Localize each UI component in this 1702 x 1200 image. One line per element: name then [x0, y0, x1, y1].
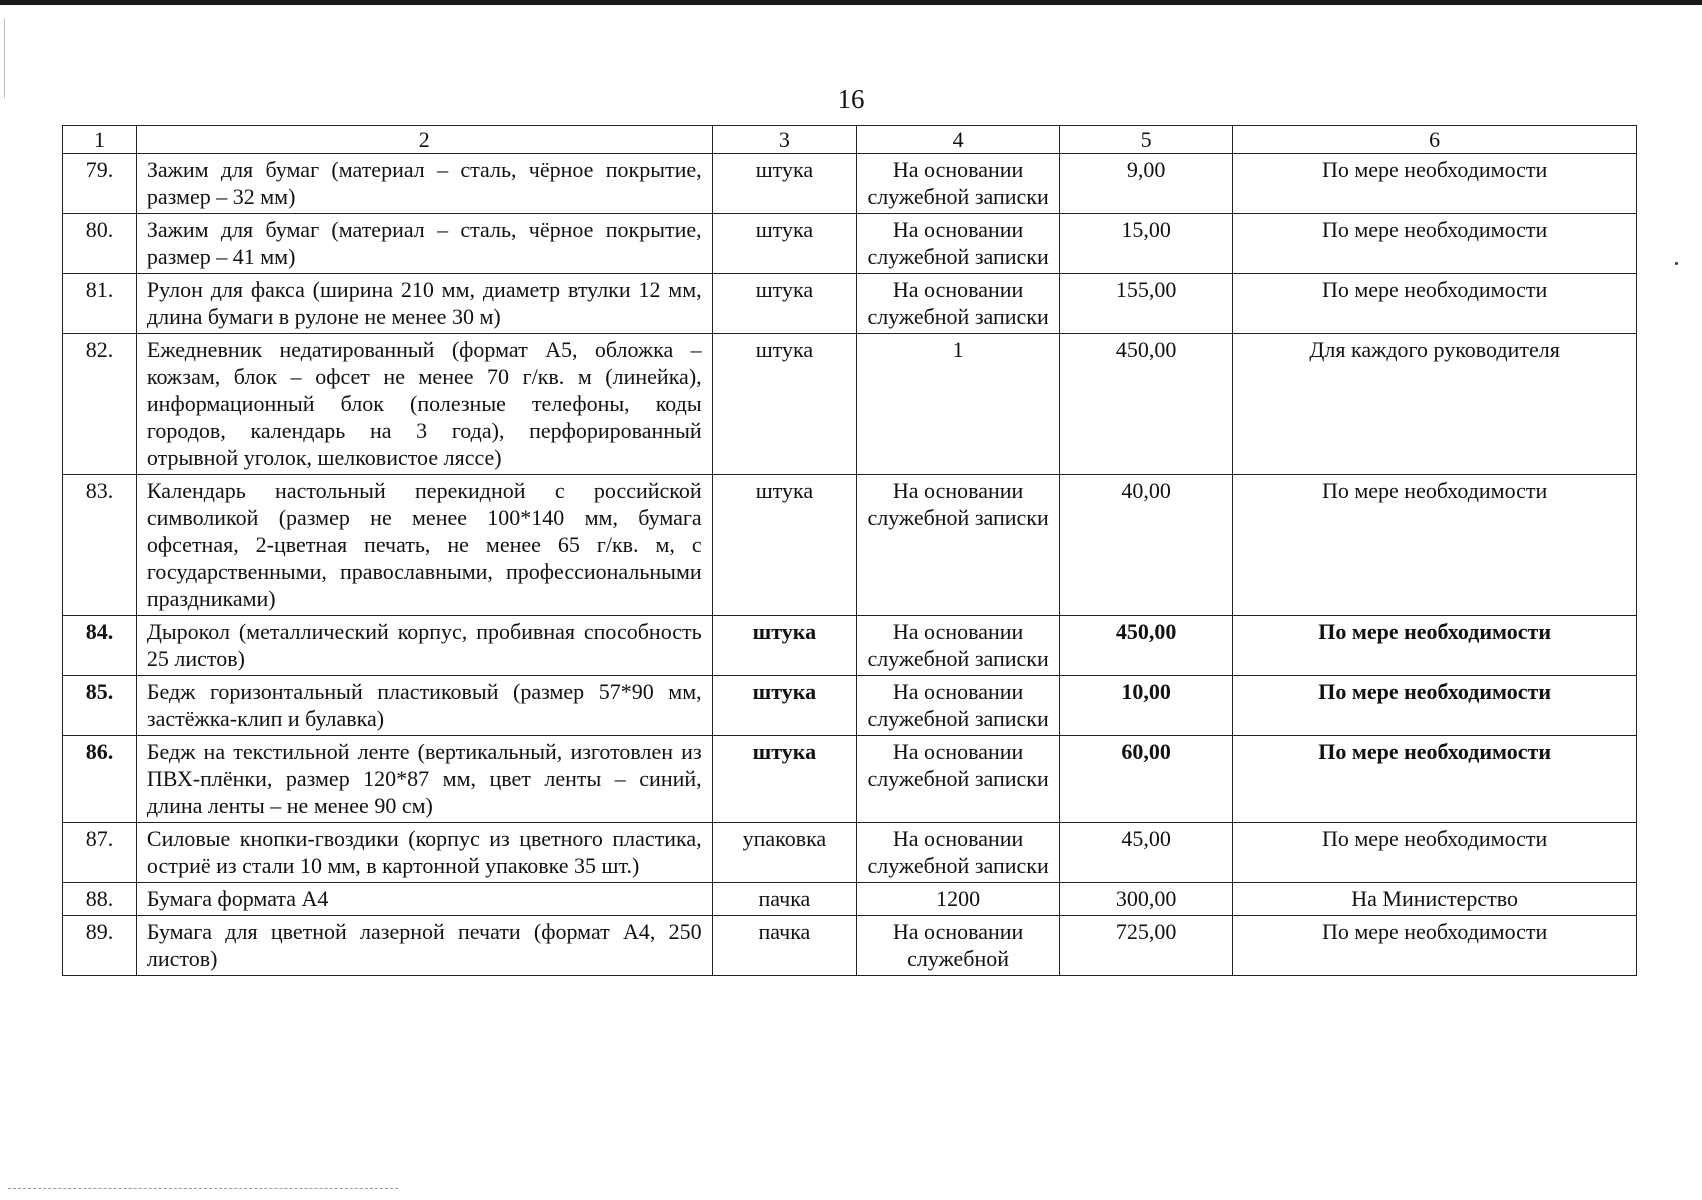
row-number: 79.	[63, 154, 137, 214]
item-note: Для каждого руководителя	[1233, 334, 1637, 475]
item-unit: упаковка	[712, 823, 856, 883]
table-row	[63, 274, 1637, 334]
item-note: По мере необходимости	[1233, 154, 1637, 214]
item-name: Зажим для бумаг (материал – сталь, чёрное покрытие, размер – 41 мм)	[136, 214, 712, 274]
row-number: 80.	[63, 214, 137, 274]
scan-top-border	[0, 0, 1702, 5]
item-name: Зажим для бумаг (материал – сталь, чёрное покрытие, размер – 32 мм)	[136, 154, 712, 214]
item-note: По мере необходимости	[1233, 676, 1637, 736]
item-name: Бедж на текстильной ленте (вертикальный, изготовлен из ПВХ-плёнки, размер 120*87 мм, цвет ленты – синий, длина ленты – не менее 90 см)	[136, 736, 712, 823]
item-name: Бумага для цветной лазерной печати (формат А4, 250 листов)	[136, 916, 712, 976]
item-unit: штука	[712, 334, 856, 475]
table-row	[63, 883, 1637, 916]
row-number: 83.	[63, 475, 137, 616]
row-number: 87.	[63, 823, 137, 883]
item-quantity: На основании служебной записки	[857, 214, 1060, 274]
header-col-3: 3	[712, 126, 856, 154]
table-row	[63, 154, 1637, 214]
item-name: Дырокол (металлический корпус, пробивная способность 25 листов)	[136, 616, 712, 676]
item-unit: штука	[712, 676, 856, 736]
item-price: 10,00	[1060, 676, 1233, 736]
item-price: 45,00	[1060, 823, 1233, 883]
item-note: По мере необходимости	[1233, 736, 1637, 823]
row-number: 84.	[63, 616, 137, 676]
row-number: 81.	[63, 274, 137, 334]
item-note: На Министерство	[1233, 883, 1637, 916]
items-table	[62, 125, 1637, 976]
row-number: 89.	[63, 916, 137, 976]
item-unit: пачка	[712, 916, 856, 976]
item-note: По мере необходимости	[1233, 916, 1637, 976]
item-name: Календарь настольный перекидной с российской символикой (размер не менее 100*140 мм, бумага офсетная, 2-цветная печать, не менее 65 г/кв. м, с государственными, православными, профессиональными праздниками)	[136, 475, 712, 616]
scan-speck	[1675, 262, 1678, 265]
item-name: Рулон для факса (ширина 210 мм, диаметр втулки 12 мм, длина бумаги в рулоне не менее 30 м)	[136, 274, 712, 334]
scan-bottom-noise	[8, 1188, 398, 1190]
row-number: 88.	[63, 883, 137, 916]
table-row	[63, 616, 1637, 676]
header-col-6: 6	[1233, 126, 1637, 154]
table-row	[63, 736, 1637, 823]
table-row	[63, 676, 1637, 736]
page-number: 16	[837, 84, 865, 114]
header-col-4: 4	[857, 126, 1060, 154]
item-unit: штука	[712, 274, 856, 334]
item-unit: штука	[712, 154, 856, 214]
item-price: 155,00	[1060, 274, 1233, 334]
item-note: По мере необходимости	[1233, 823, 1637, 883]
header-col-2: 2	[136, 126, 712, 154]
item-name: Бумага формата А4	[136, 883, 712, 916]
item-quantity: 1	[857, 334, 1060, 475]
item-quantity: На основании служебной записки	[857, 475, 1060, 616]
item-note: По мере необходимости	[1233, 274, 1637, 334]
item-unit: штука	[712, 475, 856, 616]
table-row	[63, 334, 1637, 475]
item-note: По мере необходимости	[1233, 475, 1637, 616]
item-unit: пачка	[712, 883, 856, 916]
item-quantity: На основании служебной записки	[857, 676, 1060, 736]
table-body	[63, 154, 1637, 976]
item-price: 15,00	[1060, 214, 1233, 274]
item-quantity: 1200	[857, 883, 1060, 916]
table-row	[63, 916, 1637, 976]
item-price: 725,00	[1060, 916, 1233, 976]
row-number: 82.	[63, 334, 137, 475]
row-number: 85.	[63, 676, 137, 736]
item-price: 450,00	[1060, 334, 1233, 475]
item-quantity: На основании служебной записки	[857, 736, 1060, 823]
item-price: 300,00	[1060, 883, 1233, 916]
item-unit: штука	[712, 214, 856, 274]
table-row	[63, 214, 1637, 274]
item-price: 450,00	[1060, 616, 1233, 676]
item-quantity: На основании служебной записки	[857, 274, 1060, 334]
item-price: 40,00	[1060, 475, 1233, 616]
item-quantity: На основании служебной записки	[857, 823, 1060, 883]
item-price: 9,00	[1060, 154, 1233, 214]
header-col-1: 1	[63, 126, 137, 154]
item-quantity: На основании служебной	[857, 916, 1060, 976]
item-quantity: На основании служебной записки	[857, 616, 1060, 676]
item-price: 60,00	[1060, 736, 1233, 823]
table-row	[63, 475, 1637, 616]
item-unit: штука	[712, 736, 856, 823]
item-quantity: На основании служебной записки	[857, 154, 1060, 214]
item-name: Силовые кнопки-гвоздики (корпус из цветного пластика, остриё из стали 10 мм, в картонной упаковке 35 шт.)	[136, 823, 712, 883]
row-number: 86.	[63, 736, 137, 823]
item-name: Бедж горизонтальный пластиковый (размер 57*90 мм, застёжка-клип и булавка)	[136, 676, 712, 736]
table-row	[63, 823, 1637, 883]
item-note: По мере необходимости	[1233, 616, 1637, 676]
item-name: Ежедневник недатированный (формат А5, обложка – кожзам, блок – офсет не менее 70 г/кв. м (линейка), информационный блок (полезные телефоны, коды городов, календарь на 3 года), перфорированный отрывной уголок, шелковистое ляссе)	[136, 334, 712, 475]
header-row	[63, 126, 1637, 154]
item-unit: штука	[712, 616, 856, 676]
header-col-5: 5	[1060, 126, 1233, 154]
item-note: По мере необходимости	[1233, 214, 1637, 274]
